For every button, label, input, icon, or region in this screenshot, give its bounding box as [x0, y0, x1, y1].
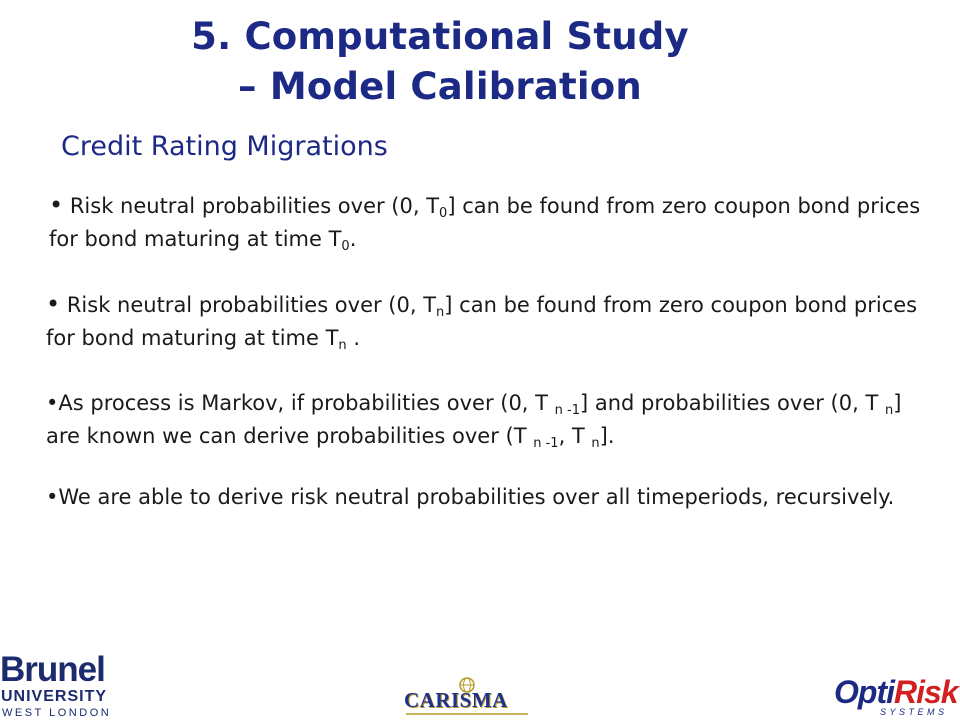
p1-text-b: ] can be found from zero coupon bond prices for bond maturing at time T — [49, 194, 921, 251]
p2-subscript-1: n — [436, 305, 445, 320]
p1-subscript-2: 0 — [341, 239, 350, 254]
carisma-logo-word: CARISMA — [404, 688, 508, 712]
p3-text-c: ] are known we can derive probabilities over (T — [46, 391, 902, 448]
brunel-logo-location: WEST LONDON — [2, 707, 112, 719]
bullet-paragraph-1 — [49, 189, 929, 256]
p2-text-b: ] can be found from zero coupon bond prices for bond maturing at time T — [46, 293, 918, 350]
optirisk-logo-risk: Risk — [893, 674, 958, 710]
p3-text-b: ] and probabilities over (0, T — [580, 391, 885, 415]
p3-text-e: ]. — [599, 424, 615, 448]
p2-text-c: . — [346, 326, 361, 350]
p1-text-a: Risk neutral probabilities over (0, T — [63, 194, 440, 218]
p1-subscript-1: 0 — [439, 206, 448, 221]
p1-text-c: . — [349, 227, 357, 251]
p3-subscript-1: n -1 — [554, 403, 580, 418]
brunel-logo-university: UNIVERSITY — [1, 688, 108, 705]
brunel-university-logo — [0, 652, 115, 720]
bullet-paragraph-3 — [46, 387, 926, 453]
bullet-icon: • — [46, 290, 61, 318]
optirisk-systems-logo — [834, 674, 960, 720]
optirisk-logo-systems: SYSTEMS — [880, 707, 948, 717]
title-line-1: 5. Computational Study — [191, 15, 689, 58]
brunel-logo-word: Brunel — [0, 650, 105, 689]
p3-text-a: •As process is Markov, if probabilities over (0, T — [46, 391, 555, 415]
p2-text-a: Risk neutral probabilities over (0, T — [60, 293, 437, 317]
p3-subscript-3: n -1 — [533, 436, 559, 451]
section-subtitle: Credit Rating Migrations — [61, 131, 388, 162]
optirisk-logo-opti: Opti — [834, 674, 894, 710]
carisma-logo — [404, 676, 530, 718]
bullet-icon: • — [49, 191, 64, 219]
bullet-paragraph-4: •We are able to derive risk neutral probabilities over all timeperiods, recursively. — [46, 485, 895, 509]
bullet-paragraph-2 — [46, 288, 926, 355]
title-line-2: – Model Calibration — [238, 65, 642, 108]
slide-title — [0, 12, 880, 112]
p3-subscript-4: n — [591, 436, 600, 451]
p2-subscript-2: n — [338, 338, 347, 353]
optirisk-logo-word — [834, 674, 958, 710]
p3-text-d: , T — [558, 424, 592, 448]
p3-subscript-2: n — [884, 403, 894, 418]
